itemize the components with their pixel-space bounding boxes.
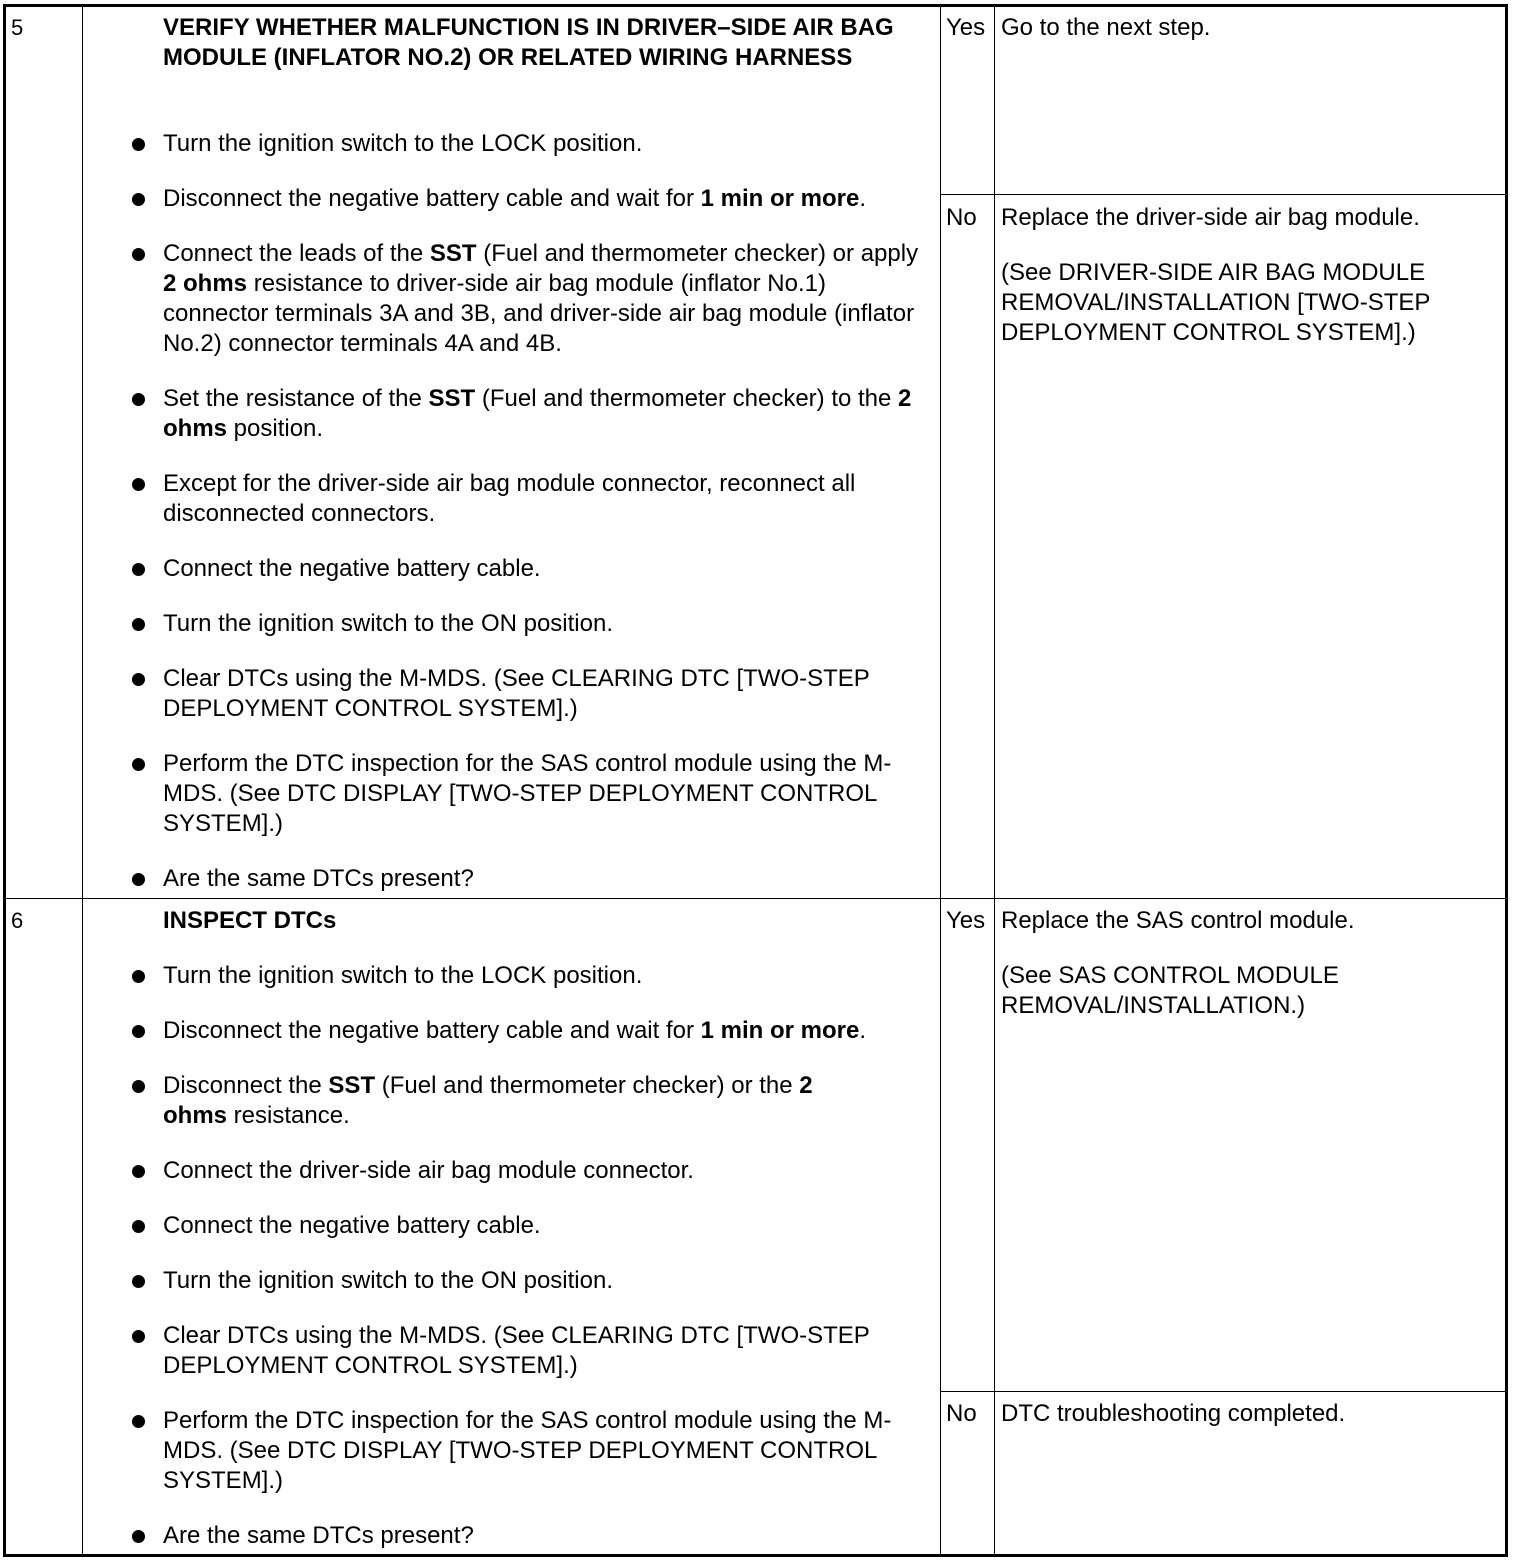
list-item: Are the same DTCs present? — [163, 864, 923, 894]
answer-yes-label: Yes — [946, 907, 986, 934]
list-item: Perform the DTC inspection for the SAS control module using the M-MDS. (See DTC DISPLAY [TWO-STEP DEPLOYMENT CONTROL SYSTEM].) — [163, 1406, 923, 1496]
list-item: Connect the leads of the SST (Fuel and thermometer checker) or apply 2 ohms resistance to driver-side air bag module (inflator No.1) connector terminals 3A and 3B, and driver-side air bag module (inflator No.2) connector terminals 4A and 4B. — [163, 239, 923, 359]
list-item: Disconnect the negative battery cable and wait for 1 min or more. — [163, 1016, 923, 1046]
step-number: 5 — [11, 15, 24, 40]
list-item: Connect the negative battery cable. — [163, 1211, 923, 1241]
list-item: Turn the ignition switch to the ON position. — [163, 609, 923, 639]
step-number: 6 — [11, 908, 24, 933]
result-divider-step-6 — [940, 1391, 1508, 1392]
answer-no-label: No — [946, 204, 977, 231]
answer-no-result: Replace the driver-side air bag module. (See DRIVER-SIDE AIR BAG MODULE REMOVAL/INSTALLATION [TWO-STEP DEPLOYMENT CONTROL SYSTEM].) — [1001, 204, 1430, 346]
list-item: Connect the negative battery cable. — [163, 554, 923, 584]
answer-no-label: No — [946, 1400, 977, 1427]
list-item: Set the resistance of the SST (Fuel and thermometer checker) to the 2 ohms position. — [163, 384, 923, 444]
column-divider-step — [82, 4, 83, 1557]
list-item: Clear DTCs using the M-MDS. (See CLEARING DTC [TWO-STEP DEPLOYMENT CONTROL SYSTEM].) — [163, 664, 923, 724]
answer-yes-result: Go to the next step. — [1001, 14, 1211, 41]
list-item: Turn the ignition switch to the ON position. — [163, 1266, 923, 1296]
answer-yes-result: Replace the SAS control module. (See SAS CONTROL MODULE REMOVAL/INSTALLATION.) — [1001, 907, 1355, 1019]
answer-yes-label: Yes — [946, 14, 986, 41]
column-divider-action — [940, 4, 941, 1557]
step-heading: INSPECT DTCs — [163, 907, 337, 934]
list-item: Turn the ignition switch to the LOCK position. — [163, 129, 923, 159]
row-divider-step-5-6 — [3, 898, 1508, 899]
list-item: Are the same DTCs present? — [163, 1521, 923, 1551]
list-item: Connect the driver-side air bag module connector. — [163, 1156, 923, 1186]
answer-no-result: DTC troubleshooting completed. — [1001, 1400, 1346, 1427]
column-divider-answer — [994, 4, 995, 1557]
list-item: Perform the DTC inspection for the SAS control module using the M-MDS. (See DTC DISPLAY [TWO-STEP DEPLOYMENT CONTROL SYSTEM].) — [163, 749, 923, 839]
list-item: Turn the ignition switch to the LOCK position. — [163, 961, 923, 991]
list-item: Disconnect the negative battery cable and wait for 1 min or more. — [163, 184, 923, 214]
list-item: Disconnect the SST (Fuel and thermometer checker) or the 2 ohms resistance. — [163, 1071, 853, 1131]
result-divider-step-5 — [940, 194, 1508, 195]
list-item: Except for the driver-side air bag module connector, reconnect all disconnected connectors. — [163, 469, 923, 529]
step-heading: VERIFY WHETHER MALFUNCTION IS IN DRIVER–SIDE AIR BAG MODULE (INFLATOR NO.2) OR RELATED WIRING HARNESS — [163, 14, 894, 71]
list-item: Clear DTCs using the M-MDS. (See CLEARING DTC [TWO-STEP DEPLOYMENT CONTROL SYSTEM].) — [163, 1321, 923, 1381]
